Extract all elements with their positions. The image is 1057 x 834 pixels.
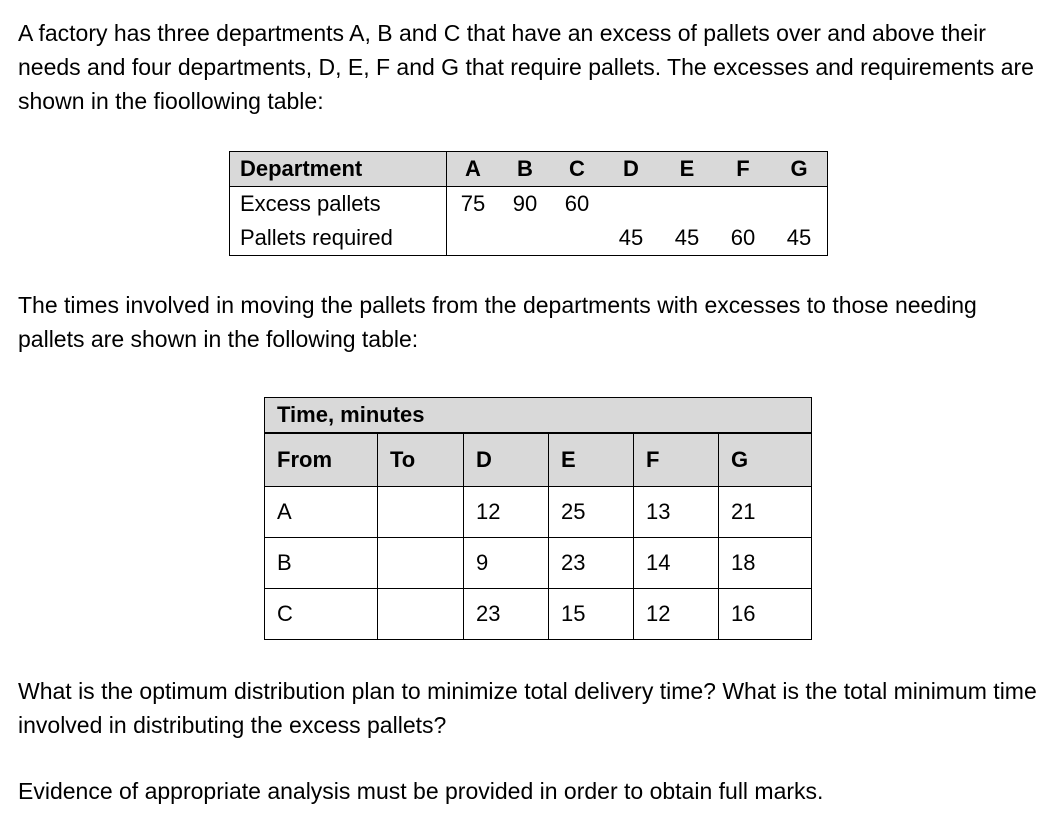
required-row [230, 221, 828, 256]
col-header-f: F [634, 433, 719, 487]
col-header-e: E [549, 433, 634, 487]
excess-a: 75 [460, 191, 486, 216]
times-table-header-row [265, 433, 812, 487]
note-paragraph: Evidence of appropriate analysis must be provided in order to obtain full marks. [18, 778, 824, 804]
pallets-table [229, 151, 828, 256]
excess-f [715, 187, 771, 222]
excess-c: 60 [564, 191, 590, 216]
dept-header-d: D [603, 152, 659, 187]
time-cell: 15 [549, 589, 634, 640]
time-cell: 12 [634, 589, 719, 640]
from-cell: B [265, 538, 378, 589]
time-cell: 14 [634, 538, 719, 589]
time-cell: 9 [464, 538, 549, 589]
time-cell: 18 [719, 538, 812, 589]
dept-header-a: A [447, 152, 500, 187]
to-cell [378, 589, 464, 640]
dept-header-g: G [771, 152, 828, 187]
time-cell: 21 [719, 487, 812, 538]
required-c [551, 221, 603, 256]
time-cell: 12 [464, 487, 549, 538]
to-header: To [378, 433, 464, 487]
col-header-g: G [719, 433, 812, 487]
table-row [265, 487, 812, 538]
dept-header-e: E [659, 152, 715, 187]
excess-b: 90 [512, 191, 538, 216]
time-cell: 23 [464, 589, 549, 640]
pallets-table-header-row [230, 152, 828, 187]
times-table [264, 397, 812, 640]
dept-header-f: F [715, 152, 771, 187]
required-b [499, 221, 551, 256]
excess-label: Excess pallets [230, 187, 447, 222]
times-table-title: Time, minutes [265, 398, 812, 434]
required-e: 45 [659, 221, 715, 256]
required-f: 60 [715, 221, 771, 256]
required-label: Pallets required [230, 221, 447, 256]
excess-row [230, 187, 828, 222]
required-a [447, 221, 500, 256]
from-cell: A [265, 487, 378, 538]
department-header: Department [230, 152, 447, 187]
to-cell [378, 487, 464, 538]
excess-e [659, 187, 715, 222]
table-row [265, 538, 812, 589]
time-cell: 23 [549, 538, 634, 589]
dept-header-c: C [551, 152, 603, 187]
question-paragraph: What is the optimum distribution plan to minimize total delivery time? What is the total minimum time involved in distributing the excess pallets? [18, 678, 1037, 738]
dept-header-b: B [499, 152, 551, 187]
times-table-title-row [265, 398, 812, 434]
time-cell: 25 [549, 487, 634, 538]
time-cell: 13 [634, 487, 719, 538]
col-header-d: D [464, 433, 549, 487]
table-row [265, 589, 812, 640]
from-cell: C [265, 589, 378, 640]
to-cell [378, 538, 464, 589]
excess-d [603, 187, 659, 222]
times-paragraph: The times involved in moving the pallets from the departments with excesses to those needing pallets are shown in the following table: [18, 292, 977, 352]
time-cell: 16 [719, 589, 812, 640]
required-g: 45 [771, 221, 828, 256]
intro-paragraph: A factory has three departments A, B and C that have an excess of pallets over and above their needs and four departments, D, E, F and G that require pallets. The excesses and requirements are shown in the fioollowing table: [18, 20, 1034, 114]
excess-g [771, 187, 828, 222]
required-d: 45 [603, 221, 659, 256]
from-header: From [265, 433, 378, 487]
